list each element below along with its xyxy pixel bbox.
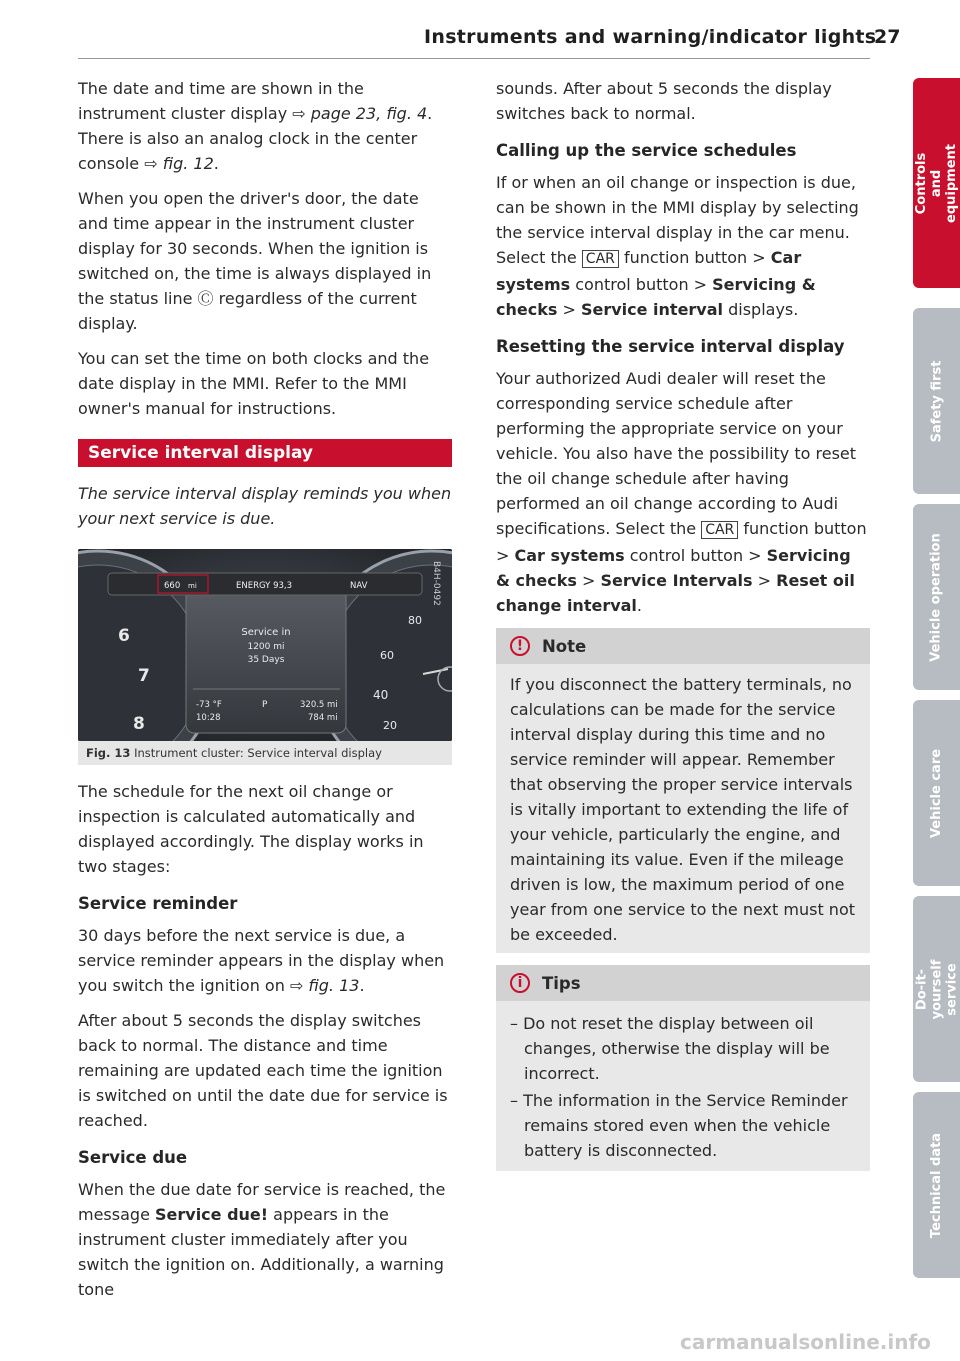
note-title: Note bbox=[542, 636, 587, 656]
svg-text:80: 80 bbox=[408, 614, 422, 627]
gear-readout: P bbox=[262, 700, 268, 710]
header-title: Instruments and warning/indicator lights bbox=[424, 26, 877, 48]
text: When the due date for service is reached, the message bbox=[78, 1180, 446, 1224]
menu-car-systems: Car systems bbox=[496, 248, 802, 294]
text: > bbox=[576, 571, 601, 590]
tab-technical-data[interactable] bbox=[913, 1092, 960, 1278]
tab-label: Controls and equipment bbox=[914, 143, 959, 223]
car-key bbox=[701, 521, 738, 539]
tab-label: Do-it-yourself service bbox=[914, 959, 960, 1019]
caption-label: Fig. 13 bbox=[86, 746, 131, 760]
door-paragraph: When you open the driver's door, the date and time appear in the instrument cluster display for 30 seconds. When the ignition is switched on, the time is always displayed in the status line Ⓒ regardless of the current display. bbox=[78, 189, 432, 333]
left-column bbox=[78, 76, 452, 1312]
text: displays. bbox=[723, 300, 799, 319]
time-readout: 10:28 bbox=[196, 713, 221, 723]
heading-resetting: Resetting the service interval display bbox=[496, 337, 845, 356]
tips-body bbox=[496, 1001, 870, 1171]
text: function button > bbox=[496, 519, 867, 565]
car-key-label: CAR bbox=[585, 251, 615, 267]
tips-box bbox=[496, 965, 870, 1171]
car-key-label: CAR bbox=[705, 522, 735, 538]
svg-text:8: 8 bbox=[133, 714, 145, 734]
exclamation-icon: ! bbox=[510, 636, 530, 656]
svg-text:40: 40 bbox=[373, 688, 389, 702]
service-line-3: 35 Days bbox=[247, 655, 285, 665]
tips-title: Tips bbox=[542, 973, 581, 993]
section-title: Service interval display bbox=[78, 439, 452, 467]
header-divider bbox=[78, 58, 870, 59]
menu-service-interval: Service interval bbox=[580, 300, 724, 319]
heading-service-reminder: Service reminder bbox=[78, 894, 238, 913]
text: control button > bbox=[570, 275, 713, 294]
cluster-illustration bbox=[78, 549, 452, 741]
text: . bbox=[359, 976, 365, 995]
energy-readout: ENERGY 93,3 bbox=[236, 581, 292, 591]
menu-servicing-checks: Servicing & checks bbox=[496, 275, 816, 319]
tab-vehicle-operation[interactable] bbox=[913, 504, 960, 690]
tip-item: – The information in the Service Reminder remains stored even when the vehicle battery is disconnected. bbox=[510, 1088, 856, 1163]
schedule-paragraph: The schedule for the next oil change or inspection is calculated automatically and displayed accordingly. The display works in two stages: bbox=[78, 782, 424, 876]
tip-item: – Do not reset the display between oil changes, otherwise the display will be incorrect. bbox=[510, 1011, 856, 1086]
watermark: carmanualsonline.info bbox=[680, 1330, 931, 1354]
set-time-paragraph: You can set the time on both clocks and the date display in the MMI. Refer to the MMI owner's manual for instructions. bbox=[78, 349, 430, 418]
page-number: 27 bbox=[874, 26, 901, 48]
tab-label: Technical data bbox=[929, 1132, 944, 1238]
tab-label: Vehicle care bbox=[929, 748, 944, 838]
note-text: If you disconnect the battery terminals, no calculations can be made for the service interval display during this time and no service reminder will appear. Remember that observing the proper service intervals is vitally important to extending the life of your vehicle, particularly the engine, and maintaining its value. Even if the mileage driven is low, the maximum period of one year from one service to the next must not be exceeded. bbox=[510, 675, 856, 944]
heading-service-due: Service due bbox=[78, 1148, 188, 1167]
note-header bbox=[496, 628, 870, 664]
date-time-paragraph bbox=[78, 76, 452, 176]
tab-label: Safety first bbox=[929, 360, 945, 442]
range-value: 660 bbox=[164, 581, 181, 591]
service-due-paragraph bbox=[78, 1177, 452, 1302]
tab-safety-first[interactable] bbox=[913, 308, 960, 494]
text: The date and time are shown in the instrument cluster display bbox=[78, 79, 364, 123]
text: Your authorized Audi dealer will reset the corresponding service schedule after performing the appropriate service on your vehicle. You also have the possibility to reset the oil change schedule after having performed an oil change according to Audi specifications. Select the bbox=[496, 369, 857, 538]
tab-vehicle-care[interactable] bbox=[913, 700, 960, 886]
tab-controls-equipment[interactable] bbox=[913, 78, 960, 288]
text: If or when an oil change or inspection is due, can be shown in the MMI display by selecting the service interval display in the car menu. Select the bbox=[496, 173, 859, 267]
figure-code: B4H-0492 bbox=[431, 561, 441, 606]
text: . bbox=[213, 154, 219, 173]
svg-text:60: 60 bbox=[380, 649, 394, 662]
heading-calling-up: Calling up the service schedules bbox=[496, 141, 797, 160]
text: control button > bbox=[624, 546, 767, 565]
note-body bbox=[496, 664, 870, 953]
text: 30 days before the next service is due, a service reminder appears in the display when you switch the ignition on bbox=[78, 926, 445, 995]
text: . There is also an analog clock in the center console bbox=[78, 104, 433, 173]
text: > bbox=[752, 571, 777, 590]
range-unit: mi bbox=[188, 582, 197, 590]
menu-reset-oil-change: Reset oil change interval bbox=[496, 571, 855, 615]
svg-text:20: 20 bbox=[383, 719, 397, 732]
resetting-paragraph bbox=[496, 366, 870, 618]
right-column bbox=[496, 76, 870, 1171]
temperature-readout: -73 °F bbox=[196, 700, 222, 710]
svg-text:6: 6 bbox=[118, 626, 130, 646]
tab-label: Vehicle operation bbox=[929, 532, 945, 662]
reminder-paragraph bbox=[78, 923, 452, 998]
nav-label: NAV bbox=[350, 581, 368, 591]
text: . bbox=[636, 596, 643, 615]
tab-do-it-yourself-service[interactable] bbox=[913, 896, 960, 1082]
menu-car-systems: Car systems bbox=[514, 546, 625, 565]
menu-service-intervals: Service Intervals bbox=[600, 571, 753, 590]
text: > bbox=[557, 300, 581, 319]
caption-text: Instrument cluster: Service interval display bbox=[134, 746, 382, 760]
fig-ref-link[interactable]: ⇨ fig. 13 bbox=[289, 976, 360, 995]
service-due-message: Service due! bbox=[155, 1205, 269, 1224]
menu-servicing-checks: Servicing & checks bbox=[496, 546, 851, 590]
note-box bbox=[496, 628, 870, 953]
instrument-cluster-figure bbox=[78, 549, 452, 741]
section-subtitle: The service interval display reminds you when your next service is due. bbox=[78, 484, 452, 528]
service-line-2: 1200 mi bbox=[247, 642, 285, 652]
sounds-paragraph: sounds. After about 5 seconds the display switches back to normal. bbox=[496, 79, 832, 123]
trip-readout: 320.5 mi bbox=[300, 700, 338, 710]
odometer-readout: 784 mi bbox=[308, 713, 338, 723]
text: appears in the instrument cluster immediately after you switch the ignition on. Additionally, a warning tone bbox=[78, 1205, 444, 1299]
info-icon: i bbox=[510, 973, 530, 993]
fig-ref-link[interactable]: ⇨ fig. 12 bbox=[144, 154, 214, 173]
calling-up-paragraph bbox=[496, 170, 870, 322]
svg-text:7: 7 bbox=[138, 666, 150, 686]
after-5-seconds-paragraph: After about 5 seconds the display switches back to normal. The distance and time remaining are updated each time the ignition is switched on until the date due for service is reached. bbox=[78, 1011, 448, 1130]
figure-caption bbox=[78, 741, 452, 765]
page-ref-link[interactable]: ⇨ page 23, fig. 4 bbox=[292, 104, 428, 123]
service-line-1: Service in bbox=[241, 627, 291, 638]
text: function button > bbox=[618, 248, 771, 267]
tips-header bbox=[496, 965, 870, 1001]
car-key bbox=[582, 250, 619, 268]
